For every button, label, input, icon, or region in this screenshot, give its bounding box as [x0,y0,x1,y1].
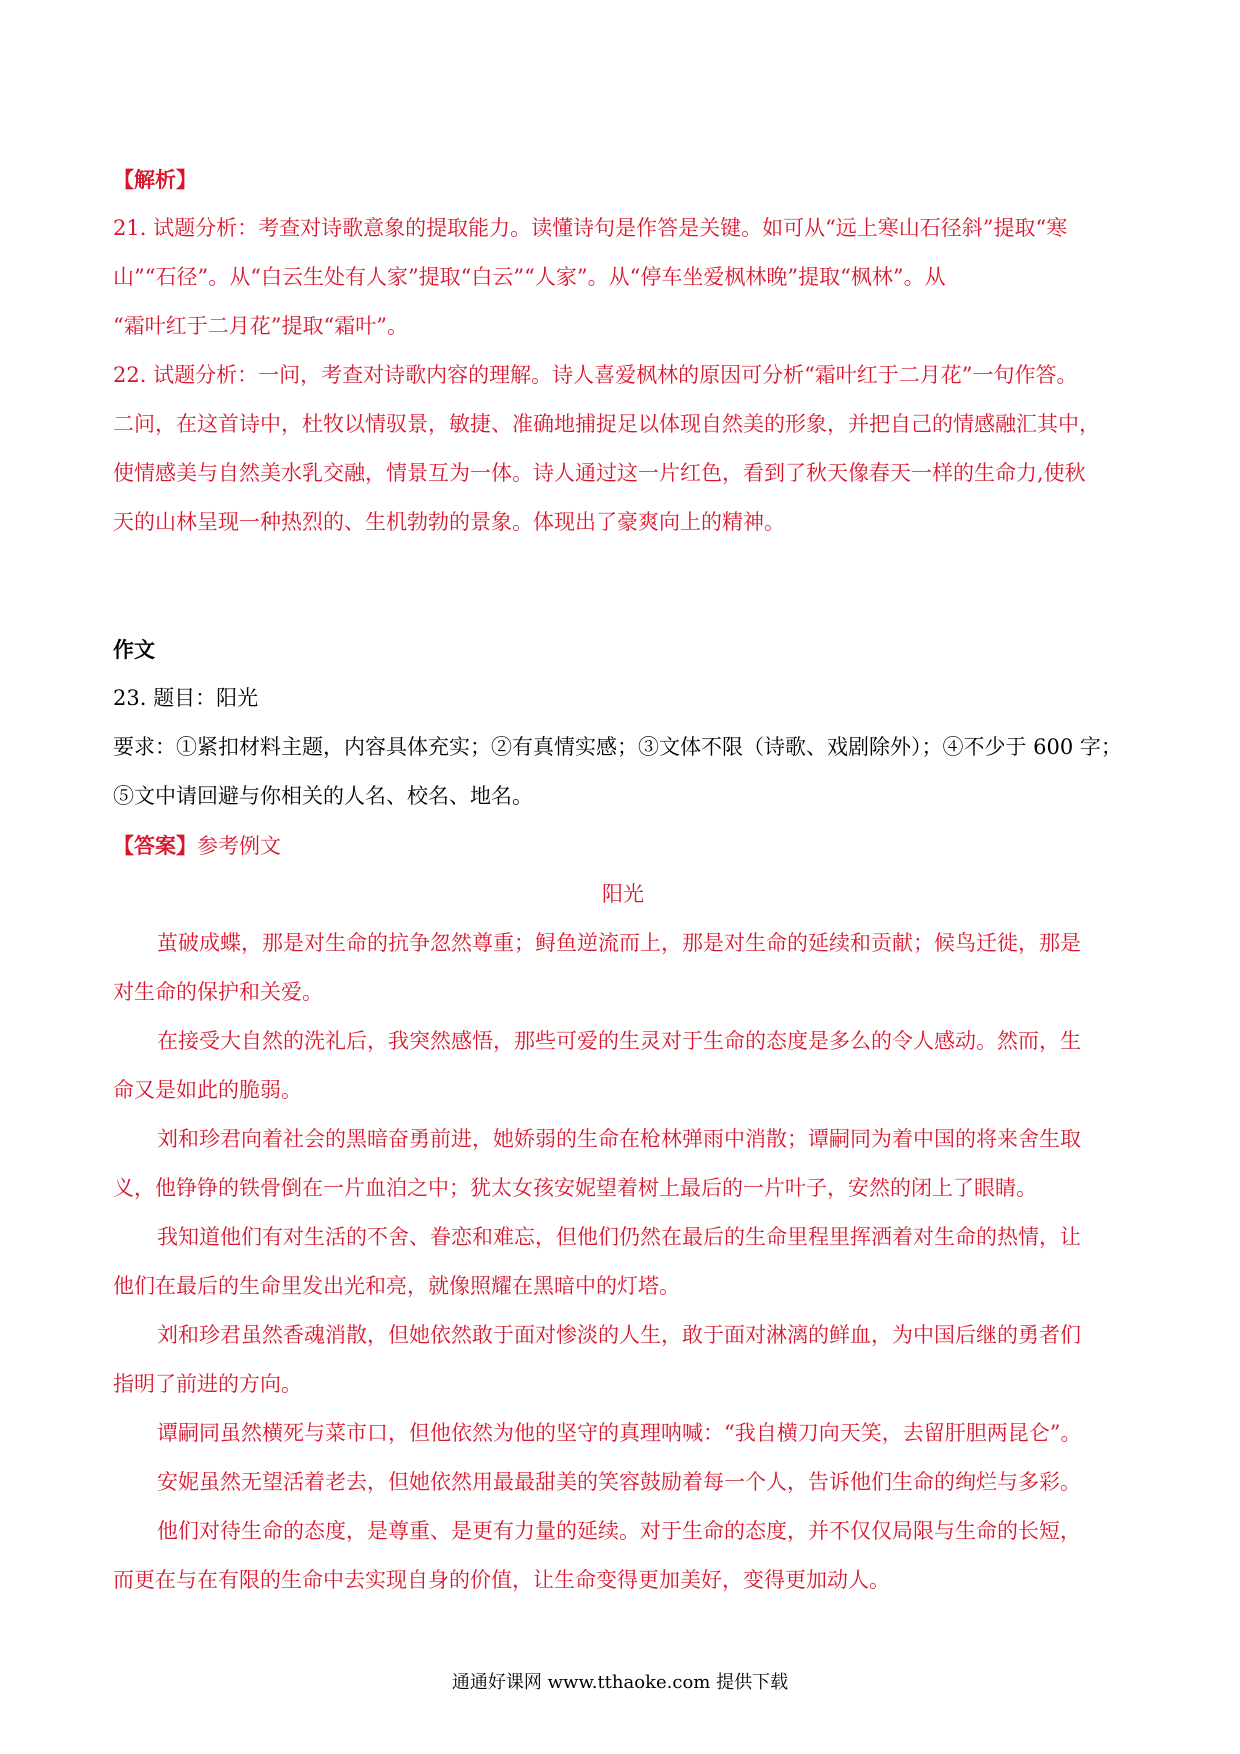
q21-analysis [113,204,1133,351]
essay-paragraph [113,1409,1133,1458]
essay-line: 刘和珍君虽然香魂消散，但她依然敢于面对惨淡的人生，敢于面对淋漓的鲜血，为中国后继的勇者们 [157,1323,1081,1347]
essay-paragraph [113,1507,1133,1605]
essay-line: 我知道他们有对生活的不舍、眷恋和难忘，但他们仍然在最后的生命里程里挥洒着对生命的热情，让 [157,1225,1081,1249]
essay-line: 茧破成蝶，那是对生命的抗争忽然尊重；鲟鱼逆流而上，那是对生命的延续和贡献；候鸟迁徙，那是 [157,931,1081,955]
answer-label-row [113,821,1133,870]
essay-line: 刘和珍君向着社会的黑暗奋勇前进，她娇弱的生命在枪林弹雨中消散；谭嗣同为着中国的将来舍生取 [157,1127,1081,1151]
essay-line: 而更在与在有限的生命中去实现自身的价值，让生命变得更加美好，变得更加动人。 [113,1568,890,1592]
essay-line: 命又是如此的脆弱。 [113,1078,302,1102]
composition-requirements [113,723,1133,821]
requirement-line: 要求：①紧扣材料主题，内容具体充实；②有真情实感；③文体不限（诗歌、戏剧除外）；④不少于 600 字； [113,735,1122,759]
composition-heading: 作文 [113,637,155,662]
essay-paragraph [113,1213,1133,1311]
essay-line: 对生命的保护和关爱。 [113,980,323,1004]
essay-line: 谭嗣同虽然横死与菜市口，但他依然为他的坚守的真理呐喊：“我自横刀向天笑，去留肝胆两昆仑”。 [157,1421,1082,1445]
document-page [113,155,1133,1605]
essay-paragraph [113,1458,1133,1507]
q21-line: 山”“石径”。从“白云生处有人家”提取“白云”“人家”。从“停车坐爱枫林晚”提取“枫林”。从 [113,265,946,289]
q21-line: 21. 试题分析：考查对诗歌意象的提取能力。读懂诗句是作答是关键。如可从“远上寒山石径斜”提取“寒 [113,216,1068,240]
q22-analysis [113,351,1133,547]
essay-line: 在接受大自然的洗礼后，我突然感悟，那些可爱的生灵对于生命的态度是多么的令人感动。然而，生 [157,1029,1081,1053]
essay-paragraph [113,1311,1133,1409]
essay-line: 义，他铮铮的铁骨倒在一片血泊之中；犹太女孩安妮望着树上最后的一片叶子，安然的闭上了眼睛。 [113,1176,1037,1200]
composition-question: 23. 题目：阳光 [113,686,259,710]
essay-paragraph [113,919,1133,1017]
analysis-header: 【解析】 [113,167,197,192]
page-footer: 通通好课网 www.tthaoke.com 提供下载 [451,1672,789,1693]
requirement-line: ⑤文中请回避与你相关的人名、校名、地名。 [113,784,533,808]
q22-line: 使情感美与自然美水乳交融，情景互为一体。诗人通过这一片红色，看到了秋天像春天一样的生命力,使秋 [113,461,1086,485]
essay-paragraph [113,1017,1133,1115]
answer-note: 参考例文 [197,834,281,858]
essay-line: 安妮虽然无望活着老去，但她依然用最最甜美的笑容鼓励着每一个人，告诉他们生命的绚烂与多彩。 [157,1470,1081,1494]
essay-paragraph [113,1115,1133,1213]
q21-line: “霜叶红于二月花”提取“霜叶”。 [113,314,408,338]
essay-body [113,919,1133,1605]
section-gap [113,547,1133,625]
q22-line: 天的山林呈现一种热烈的、生机勃勃的景象。体现出了豪爽向上的精神。 [113,510,785,534]
essay-line: 他们在最后的生命里发出光和亮，就像照耀在黑暗中的灯塔。 [113,1274,680,1298]
q22-line: 二问，在这首诗中，杜牧以情驭景，敏捷、准确地捕捉足以体现自然美的形象，并把自己的情感融汇其中， [113,412,1100,436]
essay-line: 他们对待生命的态度，是尊重、是更有力量的延续。对于生命的态度，并不仅仅局限与生命的长短， [157,1519,1081,1543]
essay-line: 指明了前进的方向。 [113,1372,302,1396]
q22-line: 22. 试题分析：一问，考查对诗歌内容的理解。诗人喜爱枫林的原因可分析“霜叶红于二月花”一句作答。 [113,363,1078,387]
answer-label: 【答案】 [113,833,197,858]
essay-title: 阳光 [602,882,644,906]
